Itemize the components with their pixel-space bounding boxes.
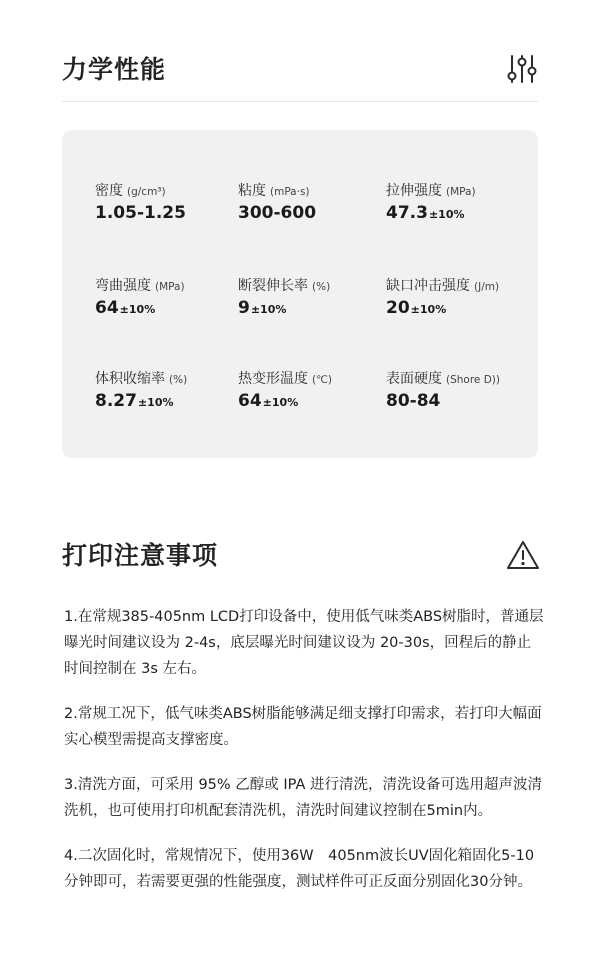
prop-tolerance: ±10% [410, 303, 447, 316]
note-item: 1.在常规385-405nm LCD打印设备中，使用低气味类ABS树脂时，普通层曝光时间建议设为 2-4s，底层曝光时间建议设为 20-30s，回程后的静止时间控制在 3s 左右。 [64, 609, 544, 677]
note-item: 3.清洗方面，可采用 95% 乙醇或 IPA 进行清洗，清洗设备可选用超声波清洗机，也可使用打印机配套清洗机，清洗时间建议控制在5min内。 [64, 777, 543, 819]
prop-heat-deflection [238, 368, 332, 411]
prop-label: 热变形温度 [238, 371, 308, 387]
prop-tolerance: ±10% [250, 303, 287, 316]
prop-unit: (MPa) [155, 281, 185, 293]
printing-notes [64, 604, 544, 914]
prop-value: 1.05-1.25 [95, 203, 186, 223]
prop-tolerance: ±10% [119, 303, 156, 316]
prop-label: 表面硬度 [386, 371, 442, 387]
prop-unit: (J/m) [474, 281, 500, 293]
prop-notched-impact [386, 275, 499, 318]
prop-label: 弯曲强度 [95, 278, 151, 294]
prop-unit: (Shore D)) [446, 374, 501, 386]
printing-title: 打印注意事项 [62, 541, 219, 570]
prop-density [95, 180, 186, 223]
prop-unit: (MPa) [446, 186, 476, 198]
note-item: 4.二次固化时，常规情况下，使用36W 405nm波长UV固化箱固化5-10分钟即可，若需要更强的性能强度，测试样件可正反面分别固化30分钟。 [64, 848, 535, 890]
prop-viscosity [238, 180, 316, 223]
note-item: 2.常规工况下，低气味类ABS树脂能够满足细支撑打印需求，若打印大幅面实心模型需提高支撑密度。 [64, 706, 542, 748]
prop-tolerance: ±10% [428, 208, 465, 221]
prop-value: 20 [386, 298, 410, 318]
prop-tensile-strength [386, 180, 476, 223]
section-divider [62, 101, 538, 102]
prop-label: 体积收缩率 [95, 371, 165, 387]
prop-unit: (g/cm³) [127, 186, 166, 198]
prop-label: 拉伸强度 [386, 183, 442, 199]
prop-label: 断裂伸长率 [238, 278, 308, 294]
prop-value: 8.27 [95, 391, 137, 411]
prop-value: 9 [238, 298, 250, 318]
prop-tolerance: ±10% [137, 396, 174, 409]
prop-value: 80-84 [386, 391, 441, 411]
prop-label: 缺口冲击强度 [386, 278, 470, 294]
warning-icon [506, 539, 540, 571]
prop-flexural-strength [95, 275, 185, 318]
prop-unit: (%) [312, 281, 331, 293]
prop-value: 47.3 [386, 203, 428, 223]
prop-value: 300-600 [238, 203, 317, 223]
prop-value: 64 [95, 298, 119, 318]
prop-value: 64 [238, 391, 262, 411]
sliders-icon[interactable] [506, 53, 538, 85]
prop-unit: (mPa·s) [270, 186, 310, 198]
prop-label: 密度 [95, 183, 123, 199]
prop-tolerance: ±10% [262, 396, 299, 409]
prop-elongation [238, 275, 330, 318]
prop-volume-shrinkage [95, 368, 187, 411]
mechanical-title: 力学性能 [62, 55, 167, 84]
prop-unit: (%) [169, 374, 188, 386]
prop-label: 粘度 [238, 183, 266, 199]
prop-unit: (℃) [312, 374, 332, 386]
prop-surface-hardness [386, 368, 500, 411]
